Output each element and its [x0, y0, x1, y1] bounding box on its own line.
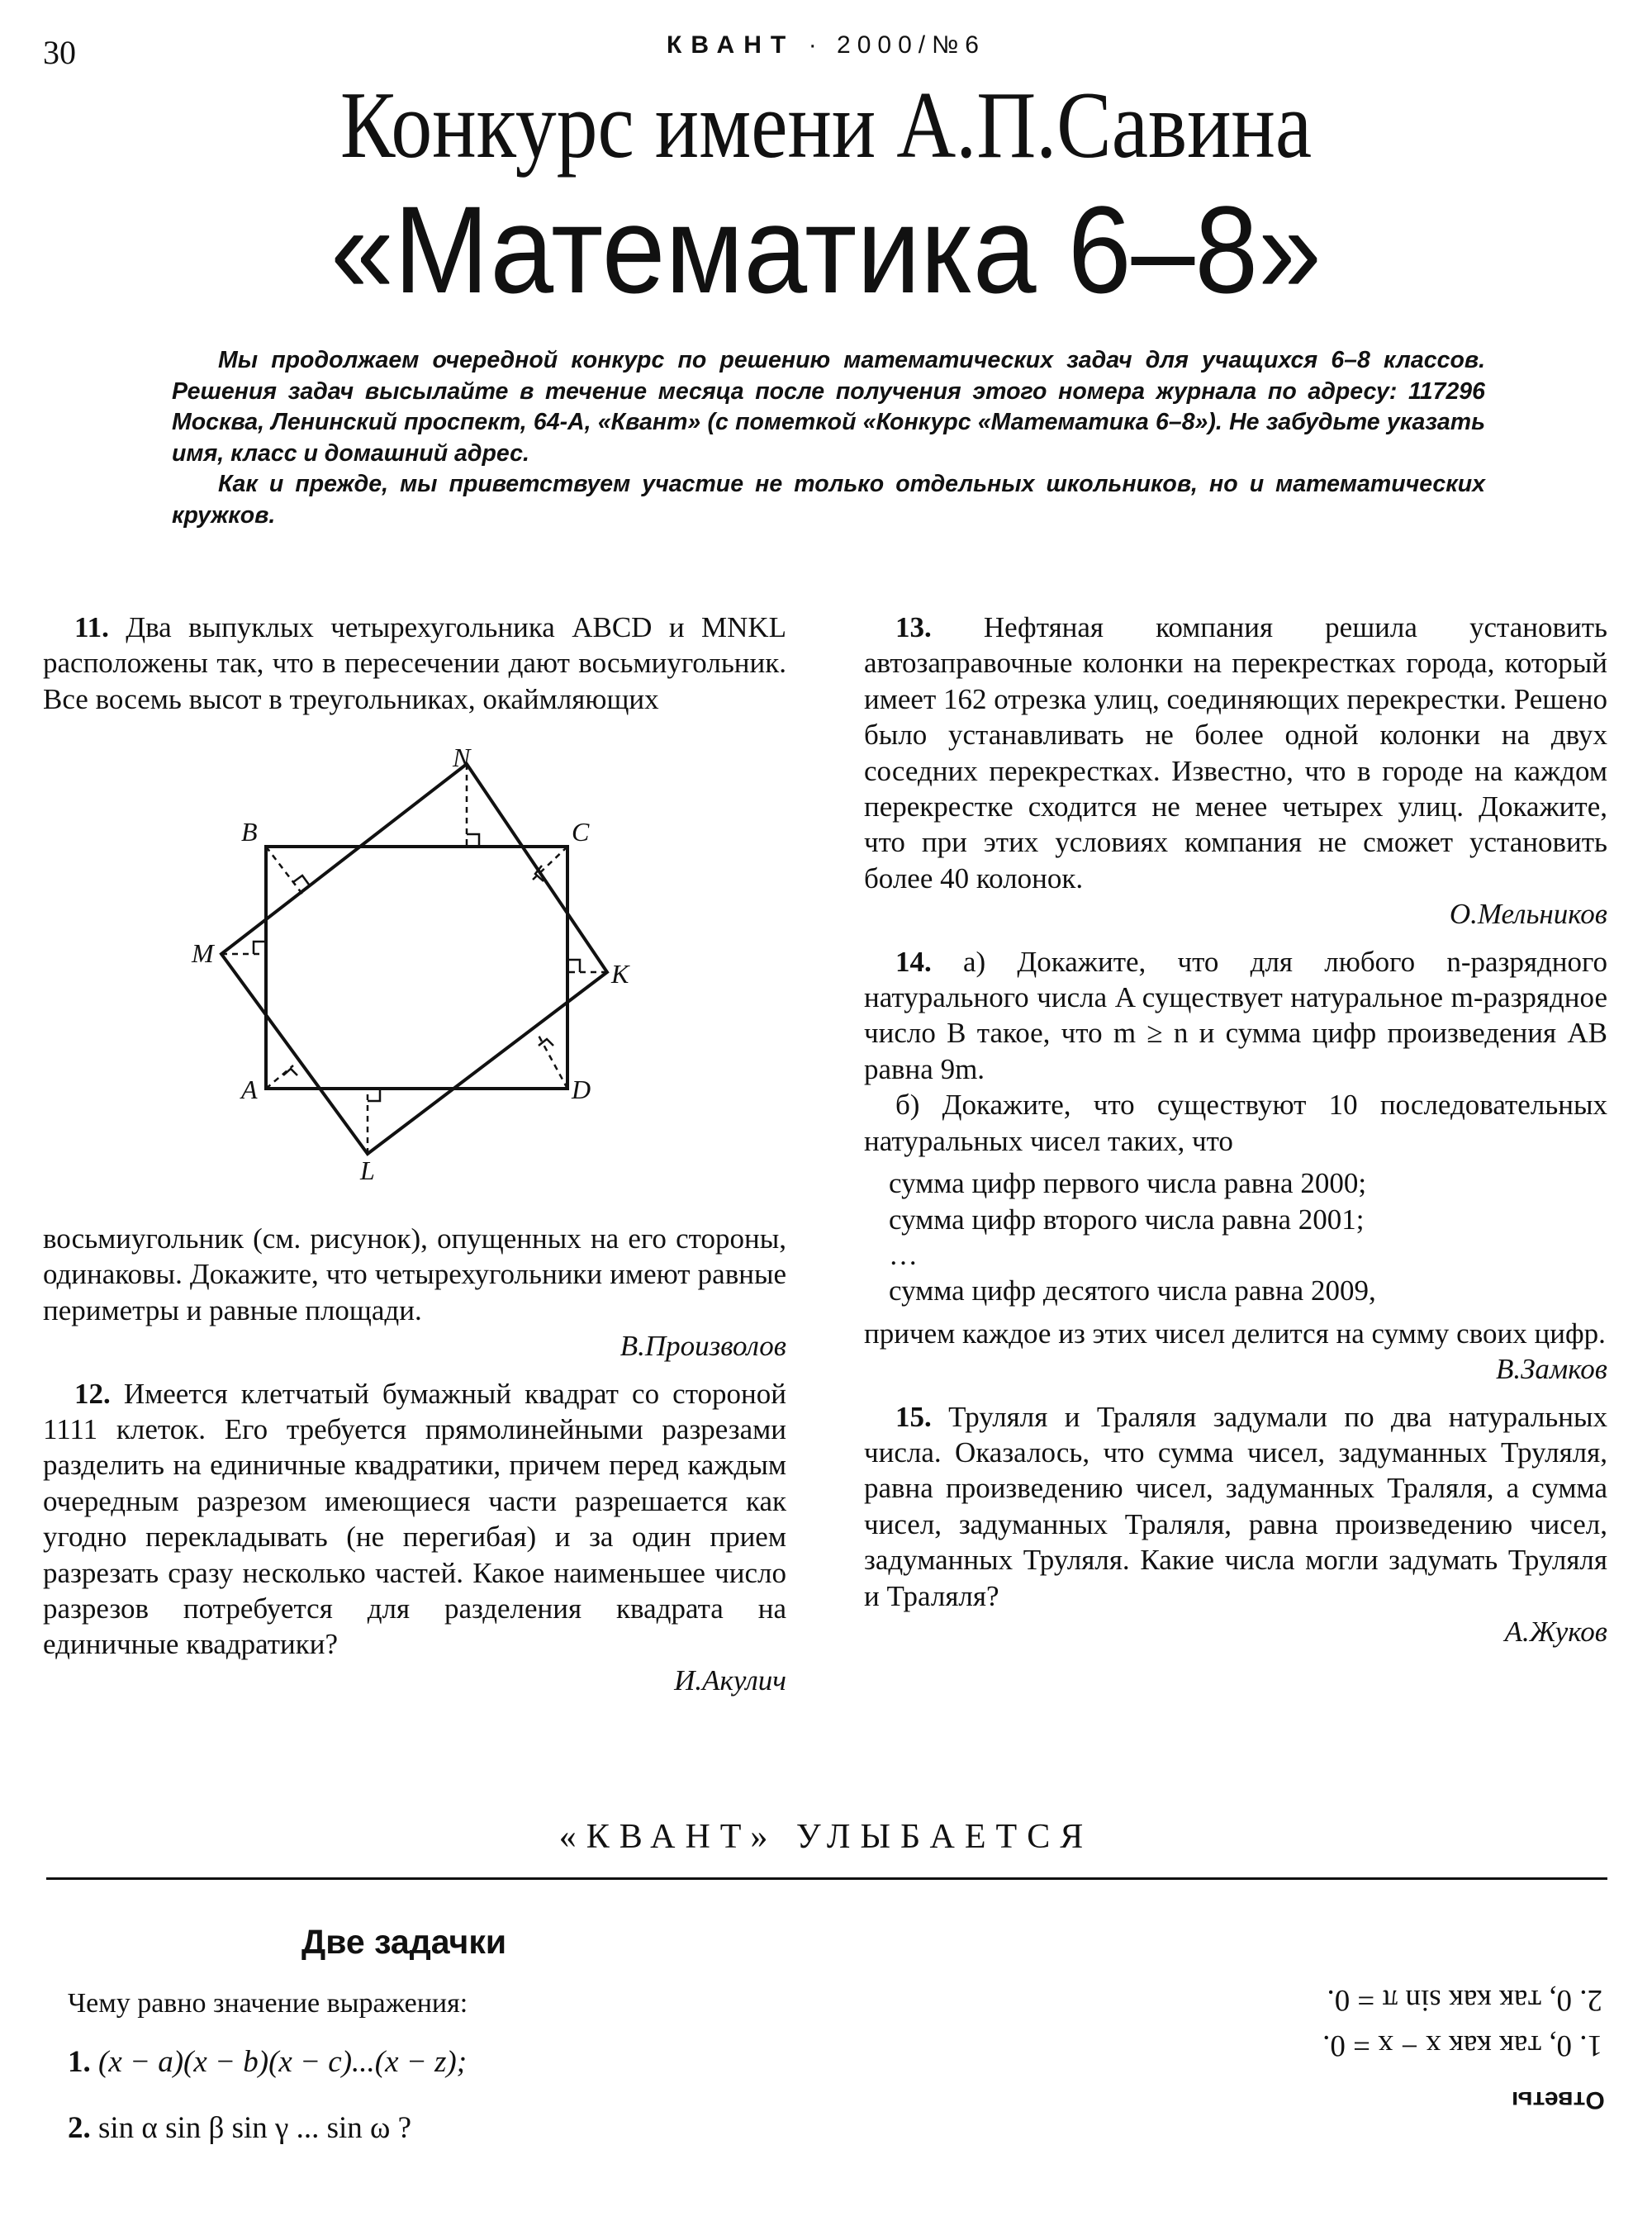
problem-15-text: Труляля и Траляля задумали по два натуральных числа. Оказалось, что сумма чисел, задуманных Труляля, равна произведению чисел, задуманных Траляля, а сумма чисел, задуманных Траляля, равна произведению чисел, задуманных Труляля. Какие числа могли задумать Труляля и Траляля?: [864, 1400, 1607, 1612]
octagon-figure: [173, 739, 653, 1198]
issue-number: · 2000/№6: [808, 31, 985, 59]
problem-13-author: О.Мельников: [1449, 898, 1607, 931]
expression-2-text: sin α sin β sin γ ... sin ω ?: [98, 2111, 412, 2145]
answers-title: Ответы: [1512, 2086, 1605, 2114]
answer-1: 1. 0, так как x − x = 0.: [1322, 2029, 1602, 2062]
problem-13-number: 13.: [895, 611, 932, 643]
page-number: 30: [43, 34, 76, 71]
expression-1-text: (x − a)(x − b)(x − c)...(x − z);: [98, 2045, 468, 2079]
section-subtitle: Две задачки: [301, 1923, 507, 1961]
running-head: [0, 31, 1652, 59]
section-heading: «КВАНТ» УЛЫБАЕТСЯ: [558, 1818, 1094, 1856]
right-column: [864, 610, 1607, 1649]
problem-11-text-a: Два выпуклых четырехугольника ABCD и MNKL расположены так, что в пересечении дают восьмиугольник. Все восемь высот в треугольниках, окаймляющих: [43, 611, 786, 715]
problem-13-text: Нефтяная компания решила установить автозаправочные колонки на перекрестках города, который имеет 162 отрезка улиц, соединяющих перекрестки. Решено было устанавливать не более одной колонки на двух соседних перекрестках. Известно, что в городе на каждом перекрестке сходится не менее четырех улиц. Докажите, что при этих условиях компания не сможет установить более 40 колонок.: [864, 611, 1607, 894]
intro-paragraph-2: Как и прежде, мы приветствуем участие не только отдельных школьников, но и математических кружков.: [172, 471, 1485, 529]
list-item: сумма цифр первого числа равна 2000;: [889, 1167, 1367, 1200]
problem-15-author: А.Жуков: [1504, 1615, 1607, 1648]
list-item: сумма цифр десятого числа равна 2009,: [889, 1274, 1376, 1307]
problem-14-author: В.Замков: [1495, 1353, 1607, 1386]
problem-11-top: [43, 610, 786, 717]
label-n: N: [453, 743, 471, 772]
quadrilateral-mnkl: [221, 764, 607, 1154]
label-a: A: [241, 1075, 258, 1104]
list-item: …: [889, 1238, 918, 1271]
label-b: B: [241, 817, 258, 847]
page-subtitle: «Математика 6–8»: [330, 180, 1322, 319]
problem-12-number: 12.: [74, 1377, 111, 1410]
problem-14-text-a: а) Докажите, что для любого n-разрядного натурального числа A существует натуральное m-разрядное число B такое, что m ≥ n и сумма цифр произведения AB равна 9m.: [864, 945, 1608, 1085]
intro-text: [172, 345, 1485, 531]
problem-14-list: [864, 1165, 1607, 1309]
label-c: C: [572, 817, 590, 847]
label-l: L: [360, 1155, 375, 1185]
answer-2: 2. 0, так как sin π = 0.: [1327, 1983, 1602, 2017]
intro-paragraph-1: Мы продолжаем очередной конкурс по решению математических задач для учащихся 6–8 классов. Решения задач высылайте в течение месяца после получения этого номера журнала по адресу: 117296 Москва, Ленинский проспект, 64-А, «Квант» (с пометкой «Конкурс «Математика 6–8»). Не забудьте указать имя, класс и домашний адрес.: [172, 347, 1485, 467]
label-k: K: [611, 959, 629, 989]
problem-12-text: Имеется клетчатый бумажный квадрат со стороной 1111 клеток. Его требуется прямолинейными разрезами разделить на единичные квадратики, причем перед каждым очередным разрезом имеющиеся части разрешается как угодно перекладывать (не перегибая) и за один прием разрезать сразу несколько частей. Какое наименьшее число разрезов потребуется для разделения квадрата на единичные квадратики?: [43, 1377, 786, 1661]
problem-14-number: 14.: [895, 945, 932, 978]
expression-1: [68, 2044, 467, 2080]
right-angle-marks: [254, 834, 580, 1101]
problem-15-number: 15.: [895, 1400, 932, 1433]
problem-12-author: И.Акулич: [674, 1663, 786, 1696]
divider: [46, 1877, 1607, 1880]
journal-name: КВАНТ: [667, 31, 795, 59]
problem-11-author: В.Произволов: [620, 1330, 786, 1363]
expression-2-number: 2.: [68, 2111, 91, 2145]
question-text: Чему равно значение выражения:: [68, 1988, 468, 2019]
expression-1-number: 1.: [68, 2045, 91, 2079]
problem-14-text-c: причем каждое из этих чисел делится на сумму своих цифр.: [864, 1317, 1606, 1350]
problem-14-text-b: б) Докажите, что существуют 10 последовательных натуральных чисел таких, что: [864, 1089, 1607, 1157]
expression-2: [68, 2110, 411, 2146]
problem-11-text-b: восьмиугольник (см. рисунок), опущенных на его стороны, одинаковы. Докажите, что четырехугольники имеют равные периметры и равные площади.: [43, 1222, 786, 1326]
page-title: Конкурс имени А.П.Савина: [339, 73, 1313, 178]
problem-11-bottom: [43, 1221, 786, 1698]
label-m: M: [192, 938, 214, 968]
label-d: D: [572, 1075, 591, 1104]
problem-11-number: 11.: [74, 611, 109, 643]
heights: [221, 764, 607, 1154]
list-item: сумма цифр второго числа равна 2001;: [889, 1203, 1365, 1236]
